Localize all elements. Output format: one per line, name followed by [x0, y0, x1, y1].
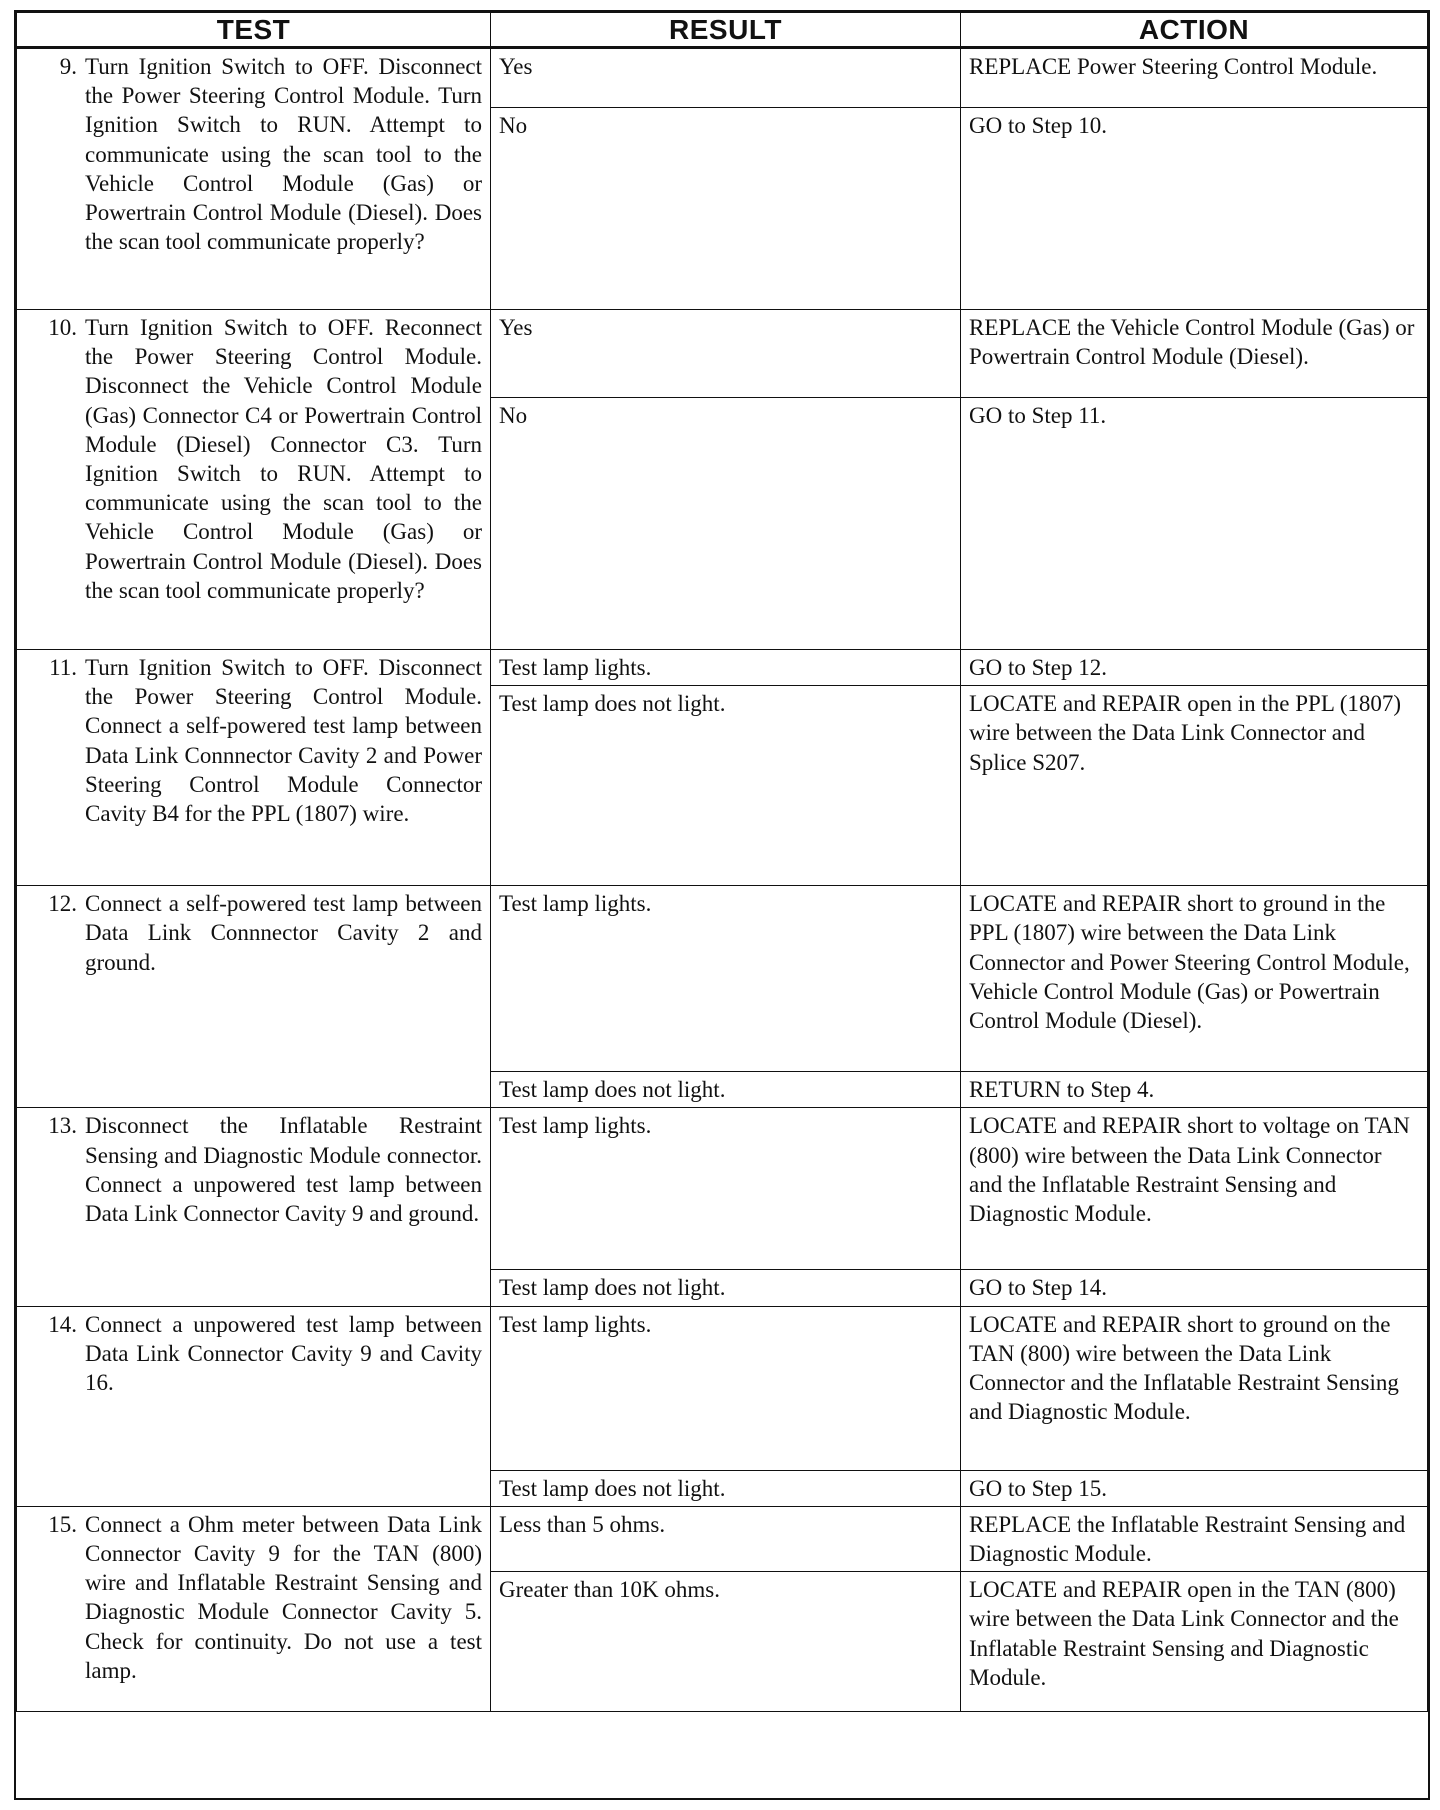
action-cell: REPLACE the Vehicle Control Module (Gas) or Powertrain Control Module (Diesel).: [961, 310, 1428, 398]
result-cell: No: [491, 398, 961, 650]
action-cell: GO to Step 10.: [961, 108, 1428, 310]
table-row: [17, 1306, 1428, 1470]
result-cell: Test lamp lights.: [491, 1306, 961, 1470]
result-cell: Test lamp lights.: [491, 886, 961, 1072]
header-action: ACTION: [961, 13, 1428, 48]
table-row: [17, 1108, 1428, 1270]
test-cell-step-11: [17, 650, 491, 886]
test-cell-step-12: [17, 886, 491, 1108]
result-cell: Test lamp does not light.: [491, 1072, 961, 1108]
table-row: [17, 48, 1428, 108]
result-cell: Test lamp lights.: [491, 650, 961, 686]
test-cell-step-14: [17, 1306, 491, 1506]
result-cell: No: [491, 108, 961, 310]
step-test-text: Turn Ignition Switch to OFF. Disconnect the Power Steering Control Module. Turn Ignition Switch to RUN. Attempt to communicate using the scan tool to the Vehicle Control Module (Gas) or Powertrain Control Module (Diesel). Does the scan tool communicate properly?: [85, 54, 482, 255]
step-test-text: Connect a unpowered test lamp between Data Link Connector Cavity 9 and Cavity 16.: [85, 1311, 482, 1396]
test-cell-step-15: [17, 1506, 491, 1711]
table-row: [17, 650, 1428, 686]
result-cell: Test lamp does not light.: [491, 1270, 961, 1306]
result-cell: Less than 5 ohms.: [491, 1506, 961, 1571]
table-row: [17, 1506, 1428, 1571]
result-cell: Greater than 10K ohms.: [491, 1572, 961, 1712]
test-cell-step-13: [17, 1108, 491, 1306]
step-test-text: Turn Ignition Switch to OFF. Disconnect the Power Steering Control Module. Connect a self-powered test lamp between Data Link Connnector Cavity 2 and Power Steering Control Module Connector Cavity B4 for the PPL (1807) wire.: [85, 655, 482, 827]
step-test-text: Connect a Ohm meter between Data Link Connector Cavity 9 for the TAN (800) wire and Inflatable Restraint Sensing and Diagnostic Module Connector Cavity 5. Check for continuity. Do not use a test lamp.: [85, 1511, 482, 1683]
header-test: TEST: [17, 13, 491, 48]
step-number: 11.: [49, 655, 77, 680]
action-cell: LOCATE and REPAIR open in the PPL (1807) wire between the Data Link Connector and Splice S207.: [961, 686, 1428, 886]
step-number: 14.: [48, 1311, 77, 1337]
action-cell: LOCATE and REPAIR short to ground in the PPL (1807) wire between the Data Link Connector and Power Steering Control Module, Vehicle Control Module (Gas) or Powertrain Control Module (Diesel).: [961, 886, 1428, 1072]
step-test-text: Disconnect the Inflatable Restraint Sensing and Diagnostic Module connector. Connect a unpowered test lamp between Data Link Connector Cavity 9 and ground.: [85, 1113, 482, 1227]
result-cell: Yes: [491, 310, 961, 398]
test-cell-step-9: [17, 48, 491, 310]
step-number: 10.: [48, 315, 77, 340]
step-number: 13.: [48, 1113, 77, 1139]
action-cell: LOCATE and REPAIR short to ground on the TAN (800) wire between the Data Link Connector and the Inflatable Restraint Sensing and Diagnostic Module.: [961, 1306, 1428, 1470]
header-result: RESULT: [491, 13, 961, 48]
action-cell: GO to Step 11.: [961, 398, 1428, 650]
step-test-text: Turn Ignition Switch to OFF. Reconnect the Power Steering Control Module. Disconnect the Vehicle Control Module (Gas) Connector C4 or Powertrain Control Module (Diesel) Connector C3. Turn Ignition Switch to RUN. Attempt to communicate using the scan tool to the Vehicle Control Module (Gas) or Powertrain Control Module (Diesel). Does the scan tool communicate properly?: [85, 315, 482, 603]
result-cell: Test lamp does not light.: [491, 686, 961, 886]
result-cell: Test lamp lights.: [491, 1108, 961, 1270]
action-cell: REPLACE the Inflatable Restraint Sensing and Diagnostic Module.: [961, 1506, 1428, 1571]
step-number: 15.: [48, 1511, 77, 1537]
diagnostic-table-sheet: [14, 10, 1430, 1800]
action-cell: LOCATE and REPAIR short to voltage on TAN (800) wire between the Data Link Connector and the Inflatable Restraint Sensing and Diagnostic Module.: [961, 1108, 1428, 1270]
step-number: 12.: [48, 891, 77, 917]
action-cell: REPLACE Power Steering Control Module.: [961, 48, 1428, 108]
diagnostic-table: [16, 12, 1428, 1712]
action-cell: GO to Step 14.: [961, 1270, 1428, 1306]
action-cell: GO to Step 12.: [961, 650, 1428, 686]
action-cell: GO to Step 15.: [961, 1470, 1428, 1506]
result-cell: Test lamp does not light.: [491, 1470, 961, 1506]
step-test-text: Connect a self-powered test lamp between Data Link Connnector Cavity 2 and ground.: [85, 891, 482, 975]
test-cell-step-10: [17, 310, 491, 650]
header-row: [17, 13, 1428, 48]
action-cell: LOCATE and REPAIR open in the TAN (800) wire between the Data Link Connector and the Inflatable Restraint Sensing and Diagnostic Module.: [961, 1572, 1428, 1712]
step-number: 9.: [59, 54, 77, 79]
table-row: [17, 886, 1428, 1072]
result-cell: Yes: [491, 48, 961, 108]
action-cell: RETURN to Step 4.: [961, 1072, 1428, 1108]
table-row: [17, 310, 1428, 398]
